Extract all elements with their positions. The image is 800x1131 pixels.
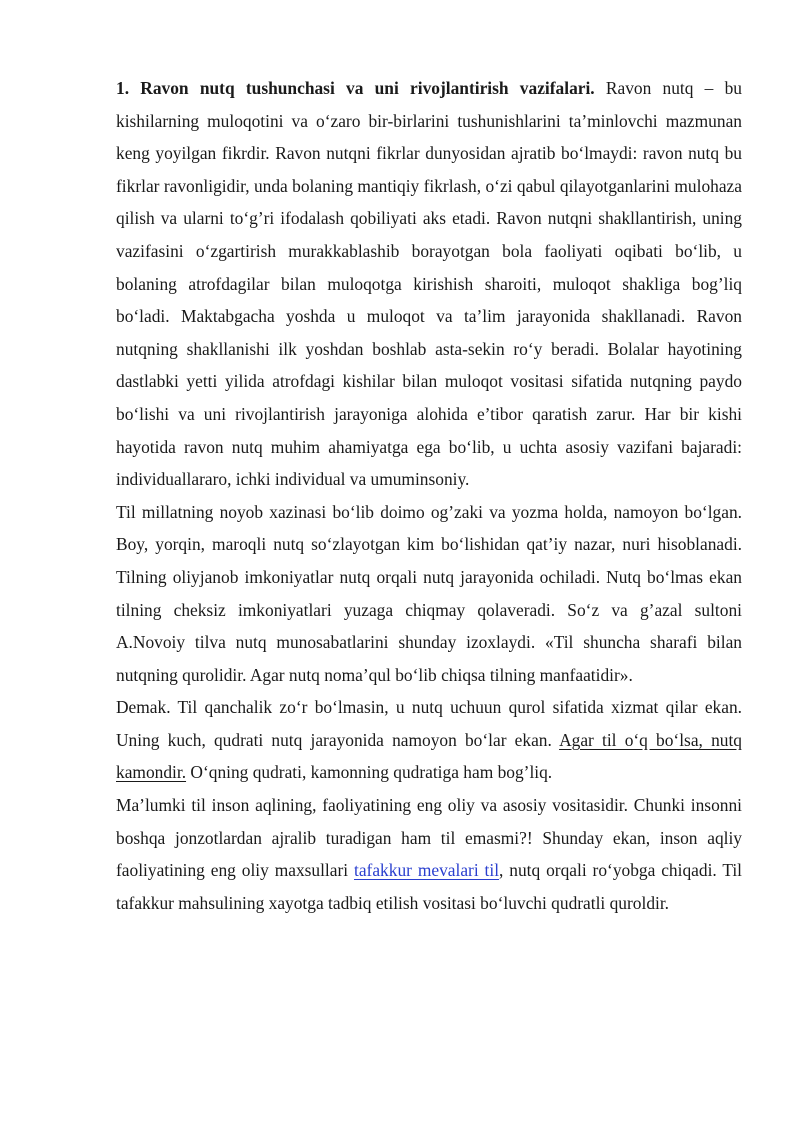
paragraph-3-text-after: O‘qning qudrati, kamonning qudratiga ham bog’liq.	[186, 762, 553, 783]
paragraph-3-text-before: Demak. Til qanchalik zo‘r bo‘lmasin, u nutq uchuun qurol sifatida xizmat qilar ekan. Uning kuch, qudrati nutq jarayonida namoyon bo‘lar ekan.	[116, 697, 742, 750]
paragraph-4-text-before: Ma’lumki til inson aqlining, faoliyatining eng oliy va asosiy vositasidir. Chunki insonni boshqa jonzotlardan ajralib turadigan ham til emasmi?! Shunday ekan, inson aqliy faoliyatining eng oliy maxsullari	[116, 795, 742, 881]
paragraph-2: Til millatning noyob xazinasi bo‘lib doimo og’zaki va yozma holda, namoyon bo‘lgan. Boy, yorqin, maroqli nutq so‘zlayotgan kim bo‘lishidan qat’iy nazar, nuri hisoblanadi. Tilning oliyjanob imkoniyatlar nutq orqali nutq jarayonida ochiladi. Nutq bo‘lmas ekan tilning cheksiz imkoniyatlari yuzaga chiqmay qolaveradi. So‘z va g’azal sultoni A.Novoiy tilva nutq munosabatlarini shunday izoxlaydi. «Til shuncha sharafi bilan nutqning qurolidir. Agar nutq noma’qul bo‘lib chiqsa tilning manfaatidir».	[116, 501, 742, 685]
underlined-quote: Agar til o‘q bo‘lsa, nutq kamondir.	[116, 729, 742, 783]
hyperlink[interactable]: tafakkur mevalari til	[354, 860, 500, 881]
section-heading: 1. Ravon nutq tushunchasi va uni rivojlantirish vazifalari.	[116, 78, 595, 98]
paragraph-1-text: Ravon nutq – bu kishilarning muloqotini va o‘zaro bir-birlarini tushunishlarini ta’minlovchi mazmunan keng yoyilgan fikrdir. Ravon nutqni fikrlar dunyosidan ajratib bo‘lmaydi: ravon nutq bu fikrlar ravonligidir, unda bolaning mantiqiy fikrlash, o‘zi qabul qilayotganlarini mulohaza qilish va ularni to‘g’ri ifodalash qobiliyati aks etadi. Ravon nutqni shakllantirish, uning vazifasini o‘zgartirish murakkablashib borayotgan bola faoliyati oqibati bo‘lib, u bolaning atrofdagilar bilan muloqotga kirishish sharoiti, muloqot shakliga bog’liq bo‘ladi. Maktabgacha yoshda u muloqot va ta’lim jarayonida shakllanadi. Ravon nutqning shakllanishi ilk yoshdan boshlab asta-sekin ro‘y beradi. Bolalar hayotining dastlabki yetti yilida atrofdagi kishilar bilan muloqot vositasi sifatida nutqning paydo bo‘lishi va uni rivojlantirish jarayoniga alohida e’tibor qaratish zarur. Har bir kishi hayotida ravon nutq muhim ahamiyatga ega bo‘lib, u uchta asosiy vazifani bajaradi: individuallararo, ichki individual va umuminsoniy.	[116, 78, 742, 490]
paragraph-4-text-after: , nutq orqali ro‘yobga chiqadi. Til tafakkur mahsulining xayotga tadbiq etilish vositasi bo‘luvchi qudratli quroldir.	[116, 860, 742, 913]
paragraph-4	[116, 789, 742, 919]
paragraph-3	[116, 691, 742, 789]
document-page	[116, 72, 742, 919]
paragraph-1	[116, 72, 742, 496]
